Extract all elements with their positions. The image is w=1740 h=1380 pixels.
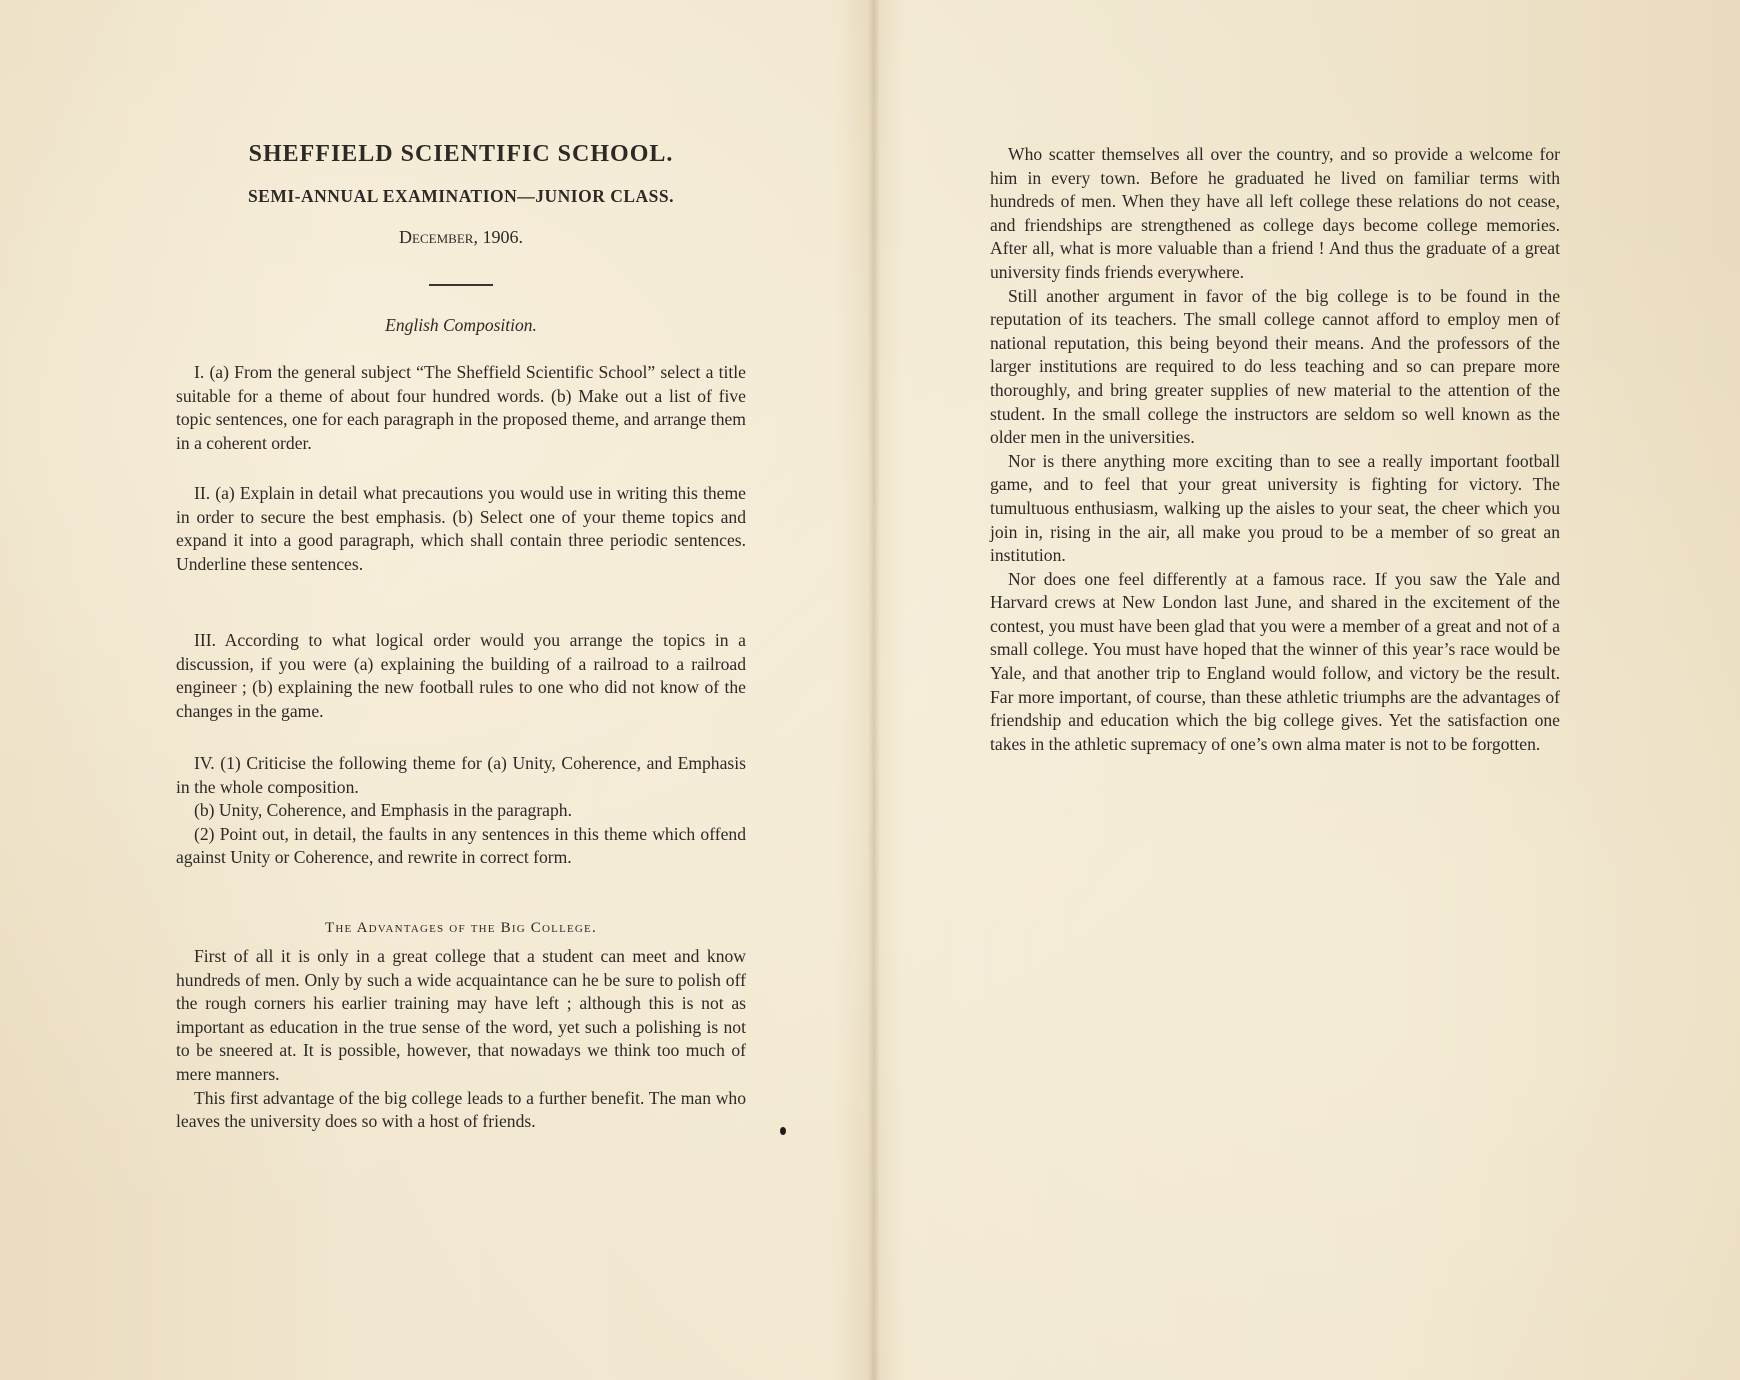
essay-paragraph: First of all it is only in a great college that a student can meet and know hundreds of men. Only by such a wide acquaintance can he be sure to polish off the rough corners his earlier training may have left ; although this is not as important as education in the true sense of the word, yet such a polishing is not to be sneered at. It is possible, however, that nowadays we think too much of mere manners. <box>176 946 746 1084</box>
essay-paragraph: Who scatter themselves all over the country, and so provide a welcome for him in every town. Before he graduated he lived on familiar terms with hundreds of men. When they have all left college these relations do not cease, and friendships are strengthened as college days become college memories. After all, what is more valuable than a friend ! And thus the graduate of a great university finds friends everywhere. <box>990 144 1560 282</box>
question-paragraph: III. According to what logical order would you arrange the topics in a discussion, if you were (a) explaining the building of a railroad to a railroad engineer ; (b) explaining the new football rules to one who did not know of the changes in the game. <box>176 630 746 721</box>
essay-title: The Advantages of the Big College. <box>325 920 597 936</box>
exam-subtitle: SEMI-ANNUAL EXAMINATION—JUNIOR CLASS. <box>247 186 675 206</box>
question-paragraph: (2) Point out, in detail, the faults in any sentences in this theme which offend against Unity or Coherence, and rewrite in correct form. <box>176 823 746 868</box>
question-paragraph: IV. (1) Criticise the following theme for (a) Unity, Coherence, and Emphasis in the whole composition. <box>176 753 746 797</box>
ink-speck <box>780 1127 786 1135</box>
center-fold <box>868 0 880 1380</box>
essay-paragraph: Still another argument in favor of the big college is to be found in the reputation of its teachers. The small college cannot afford to employ men of national reputation, this being beyond their means. And the professors of the larger institutions are required to do less teaching and so can prepare more thoroughly, and bring greater supplies of new material to the attention of the student. In the small college the instructors are seldom so well known as the older men in the universities. <box>990 285 1560 448</box>
title-rule <box>429 284 493 286</box>
question-2 <box>176 482 746 576</box>
essay-body <box>176 945 746 1134</box>
essay-paragraph: This first advantage of the big college leads to a further benefit. The man who leaves the university does so with a host of friends. <box>176 1087 746 1132</box>
question-4 <box>176 752 746 870</box>
school-title: SHEFFIELD SCIENTIFIC SCHOOL. <box>248 141 674 167</box>
question-paragraph: I. (a) From the general subject “The Sheffield Scientific School” select a title suitable for a theme of about four hundred words. (b) Make out a list of five topic sentences, one for each paragraph in the proposed theme, and arrange them in a coherent order. <box>176 362 746 453</box>
right-page <box>990 143 1560 756</box>
question-paragraph: II. (a) Explain in detail what precautions you would use in writing this theme in order to secure the best emphasis. (b) Select one of your theme topics and expand it into a good paragraph, which shall contain three periodic sentences. Underline these sentences. <box>176 483 746 574</box>
exam-date: December, 1906. <box>399 227 523 247</box>
essay-paragraph: Nor is there anything more exciting than to see a really important football game, and to feel that your great university is fighting for victory. The tumultuous enthusiasm, walking up the aisles to your seat, the cheer which you join in, rising in the air, all make you proud to be a member of so great an institution. <box>990 450 1560 566</box>
question-1 <box>176 361 746 455</box>
essay-paragraph: Nor does one feel differently at a famous race. If you saw the Yale and Harvard crews at New London last June, and shared in the excitement of the contest, you must have been glad that you were a member of a great and not of a small college. You must have hoped that the winner of this year’s race would be Yale, and that another trip to England would follow, and victory be the result. Far more important, of course, than these athletic triumphs are the advantages of friendship and education which the big college gives. Yet the satisfaction one takes in the athletic supremacy of one’s own alma mater is not to be forgotten. <box>990 568 1560 754</box>
question-3 <box>176 629 746 723</box>
section-heading: English Composition. <box>385 315 537 335</box>
question-paragraph: (b) Unity, Coherence, and Emphasis in the paragraph. <box>194 800 572 821</box>
